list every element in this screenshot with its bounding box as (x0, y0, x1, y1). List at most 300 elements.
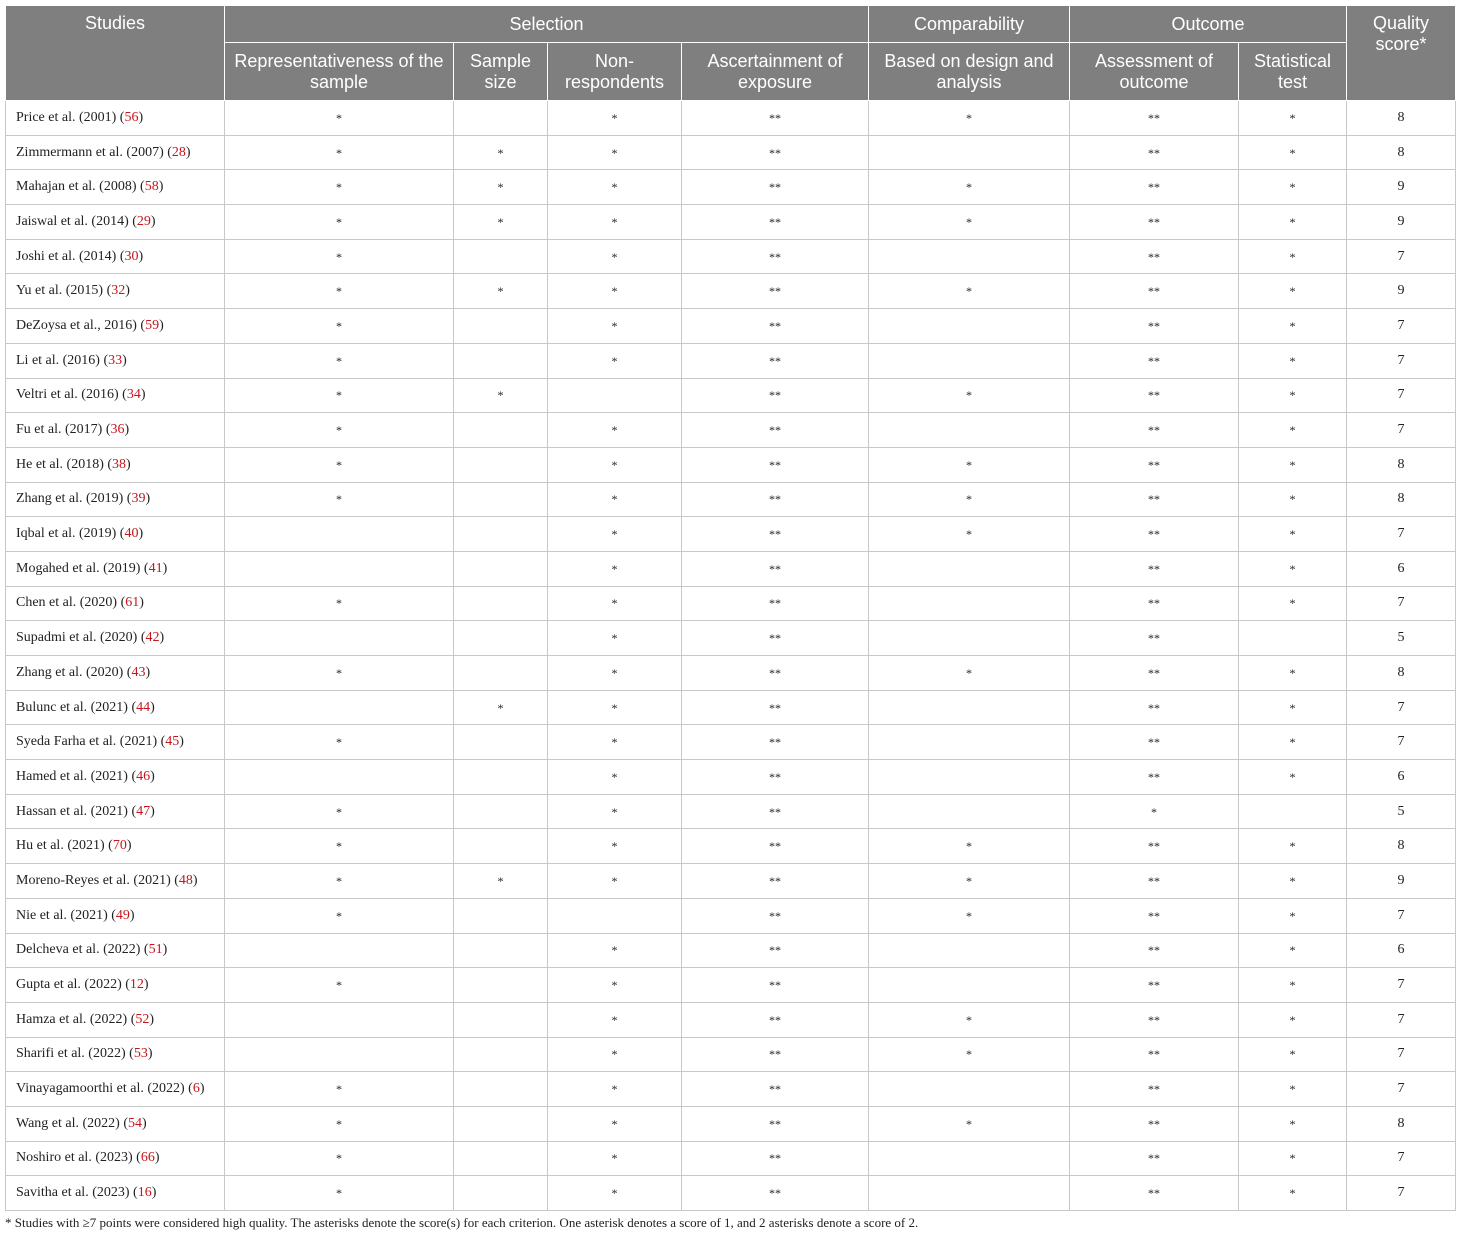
study-name: Nie et al. (2021) (16, 907, 108, 923)
quality-score-cell: 8 (1347, 447, 1456, 482)
reference-link[interactable]: 30 (124, 248, 139, 264)
table-row (6, 1141, 1456, 1176)
sample-size-cell (454, 968, 548, 1003)
comparability-cell: * (869, 829, 1070, 864)
study-name: Hu et al. (2021) (16, 838, 105, 854)
comparability-cell (869, 586, 1070, 621)
representativeness-cell: * (225, 864, 454, 899)
paren: ( (118, 387, 127, 403)
representativeness-cell: * (225, 274, 454, 309)
paren: ) (138, 248, 144, 264)
reference-link[interactable]: 29 (136, 213, 151, 229)
study-cell (6, 343, 225, 378)
sample-size-cell (454, 101, 548, 136)
representativeness-cell: * (225, 482, 454, 517)
reference-link[interactable]: 52 (135, 1011, 150, 1027)
reference-link[interactable]: 44 (136, 699, 151, 715)
paren: ) (125, 283, 130, 299)
table-row (6, 343, 1456, 378)
sample-size-cell (454, 621, 548, 656)
statistical-test-cell: * (1239, 413, 1347, 448)
non-respondents-cell: * (548, 170, 682, 205)
paren: ( (123, 664, 132, 680)
reference-link[interactable]: 58 (144, 179, 159, 195)
sample-size-cell (454, 898, 548, 933)
quality-score-cell: 7 (1347, 1072, 1456, 1107)
header-representativeness: Representativeness of the sample (225, 43, 454, 101)
paren: ) (129, 907, 135, 923)
header-non-respondents: Non-respondents (548, 43, 682, 101)
comparability-cell (869, 968, 1070, 1003)
reference-link[interactable]: 6 (192, 1081, 200, 1097)
quality-score-cell: 7 (1347, 898, 1456, 933)
assessment-cell: ** (1070, 343, 1239, 378)
study-cell (6, 274, 225, 309)
paren: ( (140, 942, 149, 958)
table-row (6, 482, 1456, 517)
assessment-cell: ** (1070, 239, 1239, 274)
study-name: Mogahed et al. (2019) (16, 560, 141, 576)
table-footnote: * Studies with ≥7 points were considered high quality. The asterisks denote the score(s) for each criterion. One asterisk denotes a score of 1, and 2 asterisks denote a score of 2. (5, 1215, 919, 1230)
assessment-cell: ** (1070, 205, 1239, 240)
table-row (6, 725, 1456, 760)
representativeness-cell (225, 517, 454, 552)
paren: ) (140, 387, 146, 403)
ascertainment-cell: ** (682, 309, 869, 344)
study-name: Hamza et al. (2022) (16, 1011, 128, 1027)
ascertainment-cell: ** (682, 1037, 869, 1072)
non-respondents-cell: * (548, 551, 682, 586)
statistical-test-cell: * (1239, 239, 1347, 274)
study-cell (6, 135, 225, 170)
comparability-cell: * (869, 170, 1070, 205)
study-name: Vinayagamoorthi et al. (2022) (16, 1081, 185, 1097)
assessment-cell: ** (1070, 586, 1239, 621)
representativeness-cell: * (225, 968, 454, 1003)
statistical-test-cell: * (1239, 656, 1347, 691)
table-row (6, 898, 1456, 933)
study-cell (6, 621, 225, 656)
reference-link[interactable]: 45 (165, 734, 180, 750)
paren: ( (127, 768, 137, 784)
quality-score-cell: 8 (1347, 101, 1456, 136)
table-row (6, 274, 1456, 309)
ascertainment-cell: ** (682, 378, 869, 413)
assessment-cell: ** (1070, 1176, 1239, 1211)
reference-link[interactable]: 59 (145, 317, 160, 333)
reference-link[interactable]: 46 (136, 768, 151, 784)
table-row (6, 1072, 1456, 1107)
reference-link[interactable]: 66 (140, 1150, 155, 1166)
study-cell (6, 378, 225, 413)
sample-size-cell (454, 413, 548, 448)
study-cell (6, 205, 225, 240)
quality-score-cell: 8 (1347, 1106, 1456, 1141)
assessment-cell: ** (1070, 309, 1239, 344)
study-name: Chen et al. (2020) (16, 595, 118, 611)
paren: ) (150, 213, 156, 229)
sample-size-cell (454, 1106, 548, 1141)
study-name: He et al. (2018) (16, 456, 104, 472)
quality-score-cell: 5 (1347, 621, 1456, 656)
sample-size-cell: * (454, 205, 548, 240)
statistical-test-cell: * (1239, 968, 1347, 1003)
paren: ) (158, 179, 164, 195)
quality-score-cell: 7 (1347, 413, 1456, 448)
table-row (6, 656, 1456, 691)
reference-link[interactable]: 42 (145, 630, 160, 646)
study-cell (6, 760, 225, 795)
paren: ) (126, 838, 132, 854)
non-respondents-cell: * (548, 343, 682, 378)
comparability-cell: * (869, 1002, 1070, 1037)
assessment-cell: ** (1070, 1106, 1239, 1141)
representativeness-cell: * (225, 170, 454, 205)
statistical-test-cell: * (1239, 482, 1347, 517)
comparability-cell: * (869, 274, 1070, 309)
comparability-cell: * (869, 1106, 1070, 1141)
study-name: Syeda Farha et al. (2021) (16, 734, 158, 750)
study-name: Noshiro et al. (2023) (16, 1150, 133, 1166)
paren: ( (104, 838, 113, 854)
quality-score-cell: 7 (1347, 1002, 1456, 1037)
study-name: Veltri et al. (2016) (16, 387, 119, 403)
paren: ) (151, 1185, 157, 1201)
paren: ( (129, 1185, 138, 1201)
statistical-test-cell: * (1239, 447, 1347, 482)
study-cell (6, 690, 225, 725)
paren: ( (116, 248, 125, 264)
study-cell (6, 1037, 225, 1072)
study-cell (6, 101, 225, 136)
sample-size-cell: * (454, 864, 548, 899)
paren: ) (159, 317, 164, 333)
reference-link[interactable]: 48 (178, 872, 193, 888)
ascertainment-cell: ** (682, 760, 869, 795)
quality-score-cell: 7 (1347, 725, 1456, 760)
reference-link[interactable]: 28 (171, 144, 186, 160)
study-name: Gupta et al. (2022) (16, 977, 122, 993)
header-selection: Selection (225, 6, 869, 43)
non-respondents-cell: * (548, 1141, 682, 1176)
paren: ( (140, 560, 149, 576)
paren: ) (139, 595, 144, 611)
non-respondents-cell: * (548, 933, 682, 968)
ascertainment-cell: ** (682, 1072, 869, 1107)
table-row (6, 447, 1456, 482)
comparability-cell: * (869, 205, 1070, 240)
statistical-test-cell: * (1239, 343, 1347, 378)
representativeness-cell: * (225, 135, 454, 170)
non-respondents-cell: * (548, 309, 682, 344)
comparability-cell (869, 239, 1070, 274)
ascertainment-cell: ** (682, 621, 869, 656)
representativeness-cell (225, 1037, 454, 1072)
comparability-cell: * (869, 864, 1070, 899)
assessment-cell: ** (1070, 551, 1239, 586)
sample-size-cell (454, 1176, 548, 1211)
representativeness-cell: * (225, 343, 454, 378)
quality-score-cell: 8 (1347, 482, 1456, 517)
table-row (6, 1037, 1456, 1072)
representativeness-cell: * (225, 447, 454, 482)
assessment-cell: ** (1070, 1072, 1239, 1107)
study-cell (6, 586, 225, 621)
comparability-cell (869, 135, 1070, 170)
comparability-cell (869, 1176, 1070, 1211)
quality-score-cell: 8 (1347, 656, 1456, 691)
sample-size-cell: * (454, 690, 548, 725)
paren: ( (137, 630, 146, 646)
table-row (6, 101, 1456, 136)
non-respondents-cell: * (548, 1106, 682, 1141)
study-name: Hassan et al. (2021) (16, 803, 128, 819)
reference-link[interactable]: 51 (148, 942, 163, 958)
assessment-cell: ** (1070, 933, 1239, 968)
assessment-cell: ** (1070, 274, 1239, 309)
table-body (6, 101, 1456, 1211)
study-cell (6, 1072, 225, 1107)
quality-assessment-table-container (5, 5, 1455, 1231)
header-statistical-test: Statistical test (1239, 43, 1347, 101)
reference-link[interactable]: 32 (111, 283, 126, 299)
reference-link[interactable]: 56 (124, 109, 139, 125)
sample-size-cell (454, 829, 548, 864)
representativeness-cell: * (225, 586, 454, 621)
representativeness-cell: * (225, 898, 454, 933)
statistical-test-cell (1239, 794, 1347, 829)
comparability-cell (869, 309, 1070, 344)
non-respondents-cell: * (548, 864, 682, 899)
table-row (6, 968, 1456, 1003)
assessment-cell: ** (1070, 378, 1239, 413)
paren: ( (136, 179, 145, 195)
reference-link[interactable]: 33 (108, 352, 123, 368)
reference-link[interactable]: 49 (115, 907, 130, 923)
representativeness-cell: * (225, 794, 454, 829)
reference-link[interactable]: 36 (110, 422, 125, 438)
statistical-test-cell: * (1239, 378, 1347, 413)
comparability-cell (869, 690, 1070, 725)
statistical-test-cell (1239, 621, 1347, 656)
study-cell (6, 794, 225, 829)
ascertainment-cell: ** (682, 135, 869, 170)
table-row (6, 1176, 1456, 1211)
paren: ( (163, 144, 172, 160)
comparability-cell (869, 1141, 1070, 1176)
paren: ) (138, 109, 144, 125)
paren: ( (136, 317, 146, 333)
non-respondents-cell: * (548, 690, 682, 725)
statistical-test-cell: * (1239, 1141, 1347, 1176)
ascertainment-cell: ** (682, 1106, 869, 1141)
statistical-test-cell: * (1239, 864, 1347, 899)
quality-score-cell: 7 (1347, 968, 1456, 1003)
table-row (6, 413, 1456, 448)
sample-size-cell: * (454, 378, 548, 413)
representativeness-cell: * (225, 413, 454, 448)
table-row (6, 586, 1456, 621)
assessment-cell: ** (1070, 760, 1239, 795)
reference-link[interactable]: 47 (136, 803, 151, 819)
quality-score-cell: 7 (1347, 586, 1456, 621)
statistical-test-cell: * (1239, 586, 1347, 621)
study-cell (6, 725, 225, 760)
statistical-test-cell: * (1239, 1106, 1347, 1141)
ascertainment-cell: ** (682, 1176, 869, 1211)
paren: ( (121, 977, 130, 993)
quality-score-cell: 6 (1347, 551, 1456, 586)
assessment-cell: ** (1070, 101, 1239, 136)
reference-link[interactable]: 34 (126, 387, 141, 403)
table-row (6, 1002, 1456, 1037)
assessment-cell: ** (1070, 1037, 1239, 1072)
statistical-test-cell: * (1239, 829, 1347, 864)
table-row (6, 1106, 1456, 1141)
study-name: Joshi et al. (2014) (16, 248, 117, 264)
study-name: Price et al. (2001) (16, 109, 117, 125)
reference-link[interactable]: 70 (112, 838, 127, 854)
paren: ) (162, 560, 168, 576)
table-header (6, 6, 1456, 101)
non-respondents-cell: * (548, 794, 682, 829)
study-cell (6, 447, 225, 482)
paren: ( (117, 595, 126, 611)
representativeness-cell: * (225, 101, 454, 136)
comparability-cell: * (869, 378, 1070, 413)
table-row (6, 517, 1456, 552)
reference-link[interactable]: 39 (131, 491, 146, 507)
comparability-cell: * (869, 656, 1070, 691)
assessment-cell: ** (1070, 968, 1239, 1003)
non-respondents-cell: * (548, 725, 682, 760)
reference-link[interactable]: 12 (129, 977, 144, 993)
sample-size-cell (454, 517, 548, 552)
study-name: Iqbal et al. (2019) (16, 526, 117, 542)
non-respondents-cell: * (548, 829, 682, 864)
sample-size-cell (454, 794, 548, 829)
assessment-cell: ** (1070, 829, 1239, 864)
paren: ( (123, 491, 132, 507)
statistical-test-cell: * (1239, 725, 1347, 760)
sample-size-cell (454, 1037, 548, 1072)
sample-size-cell: * (454, 135, 548, 170)
header-studies: Studies (6, 6, 225, 101)
paren: ) (142, 1115, 147, 1131)
representativeness-cell (225, 760, 454, 795)
representativeness-cell: * (225, 1141, 454, 1176)
quality-score-cell: 5 (1347, 794, 1456, 829)
quality-score-cell: 9 (1347, 864, 1456, 899)
ascertainment-cell: ** (682, 829, 869, 864)
paren: ) (150, 699, 155, 715)
representativeness-cell: * (225, 1072, 454, 1107)
representativeness-cell (225, 621, 454, 656)
paren: ) (185, 144, 191, 160)
ascertainment-cell: ** (682, 794, 869, 829)
paren: ) (149, 1011, 155, 1027)
table-row (6, 864, 1456, 899)
quality-score-cell: 7 (1347, 517, 1456, 552)
paren: ( (116, 109, 125, 125)
reference-link[interactable]: 43 (131, 664, 146, 680)
non-respondents-cell: * (548, 1037, 682, 1072)
assessment-cell: ** (1070, 864, 1239, 899)
study-name: Bulunc et al. (2021) (16, 699, 128, 715)
comparability-cell (869, 933, 1070, 968)
representativeness-cell: * (225, 1176, 454, 1211)
paren: ( (128, 213, 137, 229)
non-respondents-cell: * (548, 239, 682, 274)
header-assessment: Assessment of outcome (1070, 43, 1239, 101)
quality-score-cell: 9 (1347, 274, 1456, 309)
paren: ( (127, 1011, 136, 1027)
table-row (6, 378, 1456, 413)
header-sample-size: Sample size (454, 43, 548, 101)
table-row (6, 205, 1456, 240)
statistical-test-cell: * (1239, 898, 1347, 933)
paren: ) (192, 872, 198, 888)
sample-size-cell: * (454, 274, 548, 309)
reference-link[interactable]: 38 (112, 456, 127, 472)
assessment-cell: ** (1070, 898, 1239, 933)
study-cell (6, 309, 225, 344)
table-row (6, 829, 1456, 864)
reference-link[interactable]: 54 (128, 1115, 143, 1131)
study-cell (6, 413, 225, 448)
sample-size-cell (454, 760, 548, 795)
non-respondents-cell: * (548, 101, 682, 136)
ascertainment-cell: ** (682, 447, 869, 482)
paren: ) (162, 942, 168, 958)
statistical-test-cell: * (1239, 135, 1347, 170)
sample-size-cell (454, 309, 548, 344)
reference-link[interactable]: 61 (125, 595, 140, 611)
reference-link[interactable]: 41 (148, 560, 163, 576)
ascertainment-cell: ** (682, 898, 869, 933)
reference-link[interactable]: 40 (124, 526, 139, 542)
reference-link[interactable]: 16 (137, 1185, 152, 1201)
representativeness-cell: * (225, 239, 454, 274)
ascertainment-cell: ** (682, 413, 869, 448)
study-name: Moreno-Reyes et al. (2021) (16, 872, 171, 888)
non-respondents-cell (548, 898, 682, 933)
study-cell (6, 1002, 225, 1037)
ascertainment-cell: ** (682, 170, 869, 205)
paren: ( (102, 422, 111, 438)
statistical-test-cell: * (1239, 1002, 1347, 1037)
study-name: Zhang et al. (2020) (16, 664, 124, 680)
quality-score-cell: 7 (1347, 1037, 1456, 1072)
comparability-cell: * (869, 482, 1070, 517)
paren: ) (199, 1081, 205, 1097)
comparability-cell: * (869, 517, 1070, 552)
ascertainment-cell: ** (682, 205, 869, 240)
paren: ( (99, 352, 109, 368)
representativeness-cell: * (225, 309, 454, 344)
non-respondents-cell: * (548, 482, 682, 517)
representativeness-cell (225, 1002, 454, 1037)
non-respondents-cell: * (548, 760, 682, 795)
table-row (6, 933, 1456, 968)
sample-size-cell (454, 551, 548, 586)
reference-link[interactable]: 53 (133, 1046, 148, 1062)
table-row (6, 794, 1456, 829)
representativeness-cell: * (225, 656, 454, 691)
assessment-cell: ** (1070, 656, 1239, 691)
non-respondents-cell: * (548, 586, 682, 621)
study-cell (6, 482, 225, 517)
